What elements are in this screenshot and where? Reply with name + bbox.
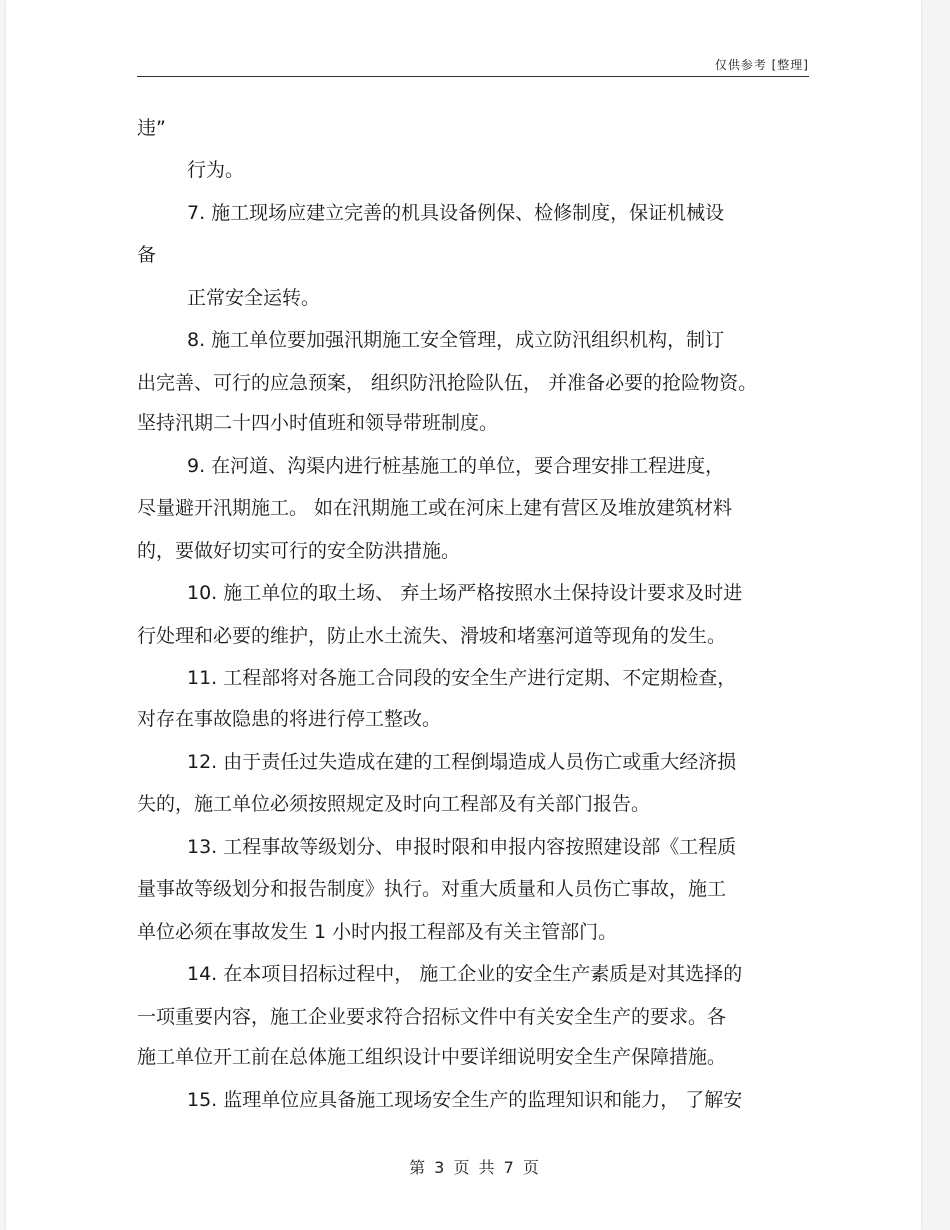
page-footer: 第 3 页 共 7 页 xyxy=(409,1158,541,1177)
body-line: 12. 由于责任过失造成在建的工程倒塌造成人员伤亡或重大经济损 xyxy=(187,751,737,773)
body-line: 9. 在河道、沟渠内进行桩基施工的单位，要合理安排工程进度， xyxy=(187,455,725,477)
body-line: 单位必须在事故发生 1 小时内报工程部及有关主管部门。 xyxy=(137,921,618,943)
body-line: 失的，施工单位必须按照规定及时向工程部及有关部门报告。 xyxy=(137,793,651,815)
body-line: 的，要做好切实可行的安全防洪措施。 xyxy=(137,540,461,562)
body-line: 正常安全运转。 xyxy=(187,287,321,309)
body-line: 一项重要内容，施工企业要求符合招标文件中有关安全生产的要求。各 xyxy=(137,1006,727,1028)
body-line: 坚持汛期二十四小时值班和领导带班制度。 xyxy=(137,412,499,434)
body-line: 14. 在本项目招标过程中， 施工企业的安全生产素质是对其选择的 xyxy=(187,963,743,985)
body-line: 行处理和必要的维护，防止水土流失、滑坡和堵塞河道等现角的发生。 xyxy=(137,625,727,647)
body-line: 8. 施工单位要加强汛期施工安全管理，成立防汛组织机构，制订 xyxy=(187,329,725,351)
body-line: 违” xyxy=(137,117,166,139)
body-line: 11. 工程部将对各施工合同段的安全生产进行定期、不定期检查， xyxy=(187,667,737,689)
body-line: 量事故等级划分和报告制度》执行。对重大质量和人员伤亡事故，施工 xyxy=(137,878,727,900)
page-header: 仅供参考 [整理] xyxy=(714,58,809,72)
body-line: 尽量避开汛期施工。 如在汛期施工或在河床上建有营区及堆放建筑材料 xyxy=(137,497,733,519)
body-line: 10. 施工单位的取土场、 弃土场严格按照水土保持设计要求及时进 xyxy=(187,582,743,604)
header-divider xyxy=(137,76,809,77)
body-line: 出完善、可行的应急预案， 组织防汛抢险队伍， 并准备必要的抢险物资。 xyxy=(137,372,758,394)
body-line: 施工单位开工前在总体施工组织设计中要详细说明安全生产保障措施。 xyxy=(137,1046,727,1068)
body-line: 对存在事故隐患的将进行停工整改。 xyxy=(137,708,442,730)
body-line: 行为。 xyxy=(187,159,245,181)
body-line: 备 xyxy=(137,244,157,266)
body-line: 7. 施工现场应建立完善的机具设备例保、检修制度，保证机械设 xyxy=(187,202,725,224)
body-line: 13. 工程事故等级划分、申报时限和申报内容按照建设部《工程质 xyxy=(187,836,737,858)
body-line: 15. 监理单位应具备施工现场安全生产的监理知识和能力， 了解安 xyxy=(187,1089,743,1111)
